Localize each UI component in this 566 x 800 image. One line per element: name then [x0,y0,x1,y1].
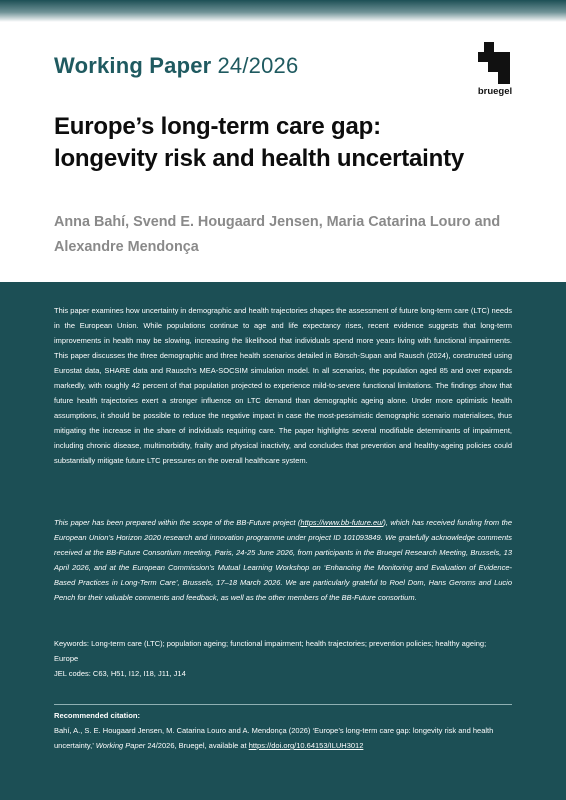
citation-divider [54,704,512,705]
series-label-number: 24/2026 [217,53,299,78]
doi-link[interactable]: https://doi.org/10.64153/ILUH3012 [248,741,364,750]
funding-acknowledgement [54,515,512,605]
logo-wordmark: bruegel [477,86,513,97]
author-line-1: Anna Bahí, Svend E. Hougaard Jensen, Maria Catarina Louro and [54,214,501,230]
keywords: Keywords: Long-term care (LTC); population ageing; functional impairment; health trajectories; prevention policies; healthy ageing; Europe [54,639,487,663]
citation-series: Working Paper [95,741,146,750]
author-line-2: Alexandre Mendonça [54,238,199,255]
abstract-text: This paper examines how uncertainty in demographic and health trajectories shapes the assessment of future long-term care (LTC) needs in the European Union. While populations continue to age and life expectancy rises, recent evidence suggests that long-term improvements in health may be slowing, increasing the likelihood that individuals spend more years living with functional impairments. This paper discusses the three demographic and three health scenarios detailed in Börsch-Supan and Rausch (2024), constructed using Eurostat data, SHARE data and Rausch’s MEA-SOCSIM simulation model. In all scenarios, the population aged 85 and over expands markedly, with roughly 42 percent of that population projected to experience mild-to-severe functional limitations. The findings show that future health trajectories exert a stronger influence on LTC demand than demographic ageing alone. Under more optimistic health assumptions, it should be possible to reduce the negative impact in case the most-pessimistic demographic scenario materialises, thus mitigating the increase in the share of individuals requiring care. The paper highlights several modifiable determinants of impairment, including chronic disease, multimorbidity, frailty and physical inactivity, and concludes that prevention and healthy-ageing policies could substantially mitigate future LTC pressures on the overall healthcare system. [54,306,512,465]
citation-text-start: Bahí, A., S. E. Hougaard Jensen, M. Catarina Louro and A. Mendonça (2026) ‘Europe’s long-term care gap: longevity risk and health uncertainty,’ [54,726,494,750]
paper-title-line-2: longevity risk and health uncertainty [54,145,465,172]
recommended-citation [54,723,512,753]
project-link[interactable]: https://www.bb-future.eu/ [300,518,384,527]
bruegel-logo-icon [474,40,514,88]
top-gradient-band [0,0,566,22]
series-label [54,53,298,79]
paper-title [54,111,524,175]
citation-heading: Recommended citation: [54,711,141,720]
series-label-name: Working Paper [54,53,212,78]
author-list [54,210,524,259]
funding-text-start: This paper has been prepared within the scope of the BB-Future project ( [54,518,301,527]
paper-title-line-1: Europe’s long-term care gap: [54,113,381,140]
funding-text-end: ), which has received funding from the European Union’s Horizon 2020 research and innovation programme under project ID 101093849. We gratefully acknowledge comments received at the BB-Future Consortium meeting, Paris, 24-25 June 2026, from participants in the Bruegel Research Meeting, Brussels, 13 April 2026, and at the European Commission’s Mutual Learning Workshop on ‘Enhancing the Monitoring and Evaluation of Evidence-Based Practices in Long-Term Care’, Brussels, 17–18 March 2026. We are particularly grateful to Roel Dom, Hans Geroms and Lucio Pench for their valuable comments and feedback, as well as the other members of the BB-Future consortium. [54,518,513,602]
citation-text-middle: 24/2026, Bruegel, available at [145,741,249,750]
jel-codes: JEL codes: C63, H51, I12, I18, J11, J14 [54,669,186,678]
